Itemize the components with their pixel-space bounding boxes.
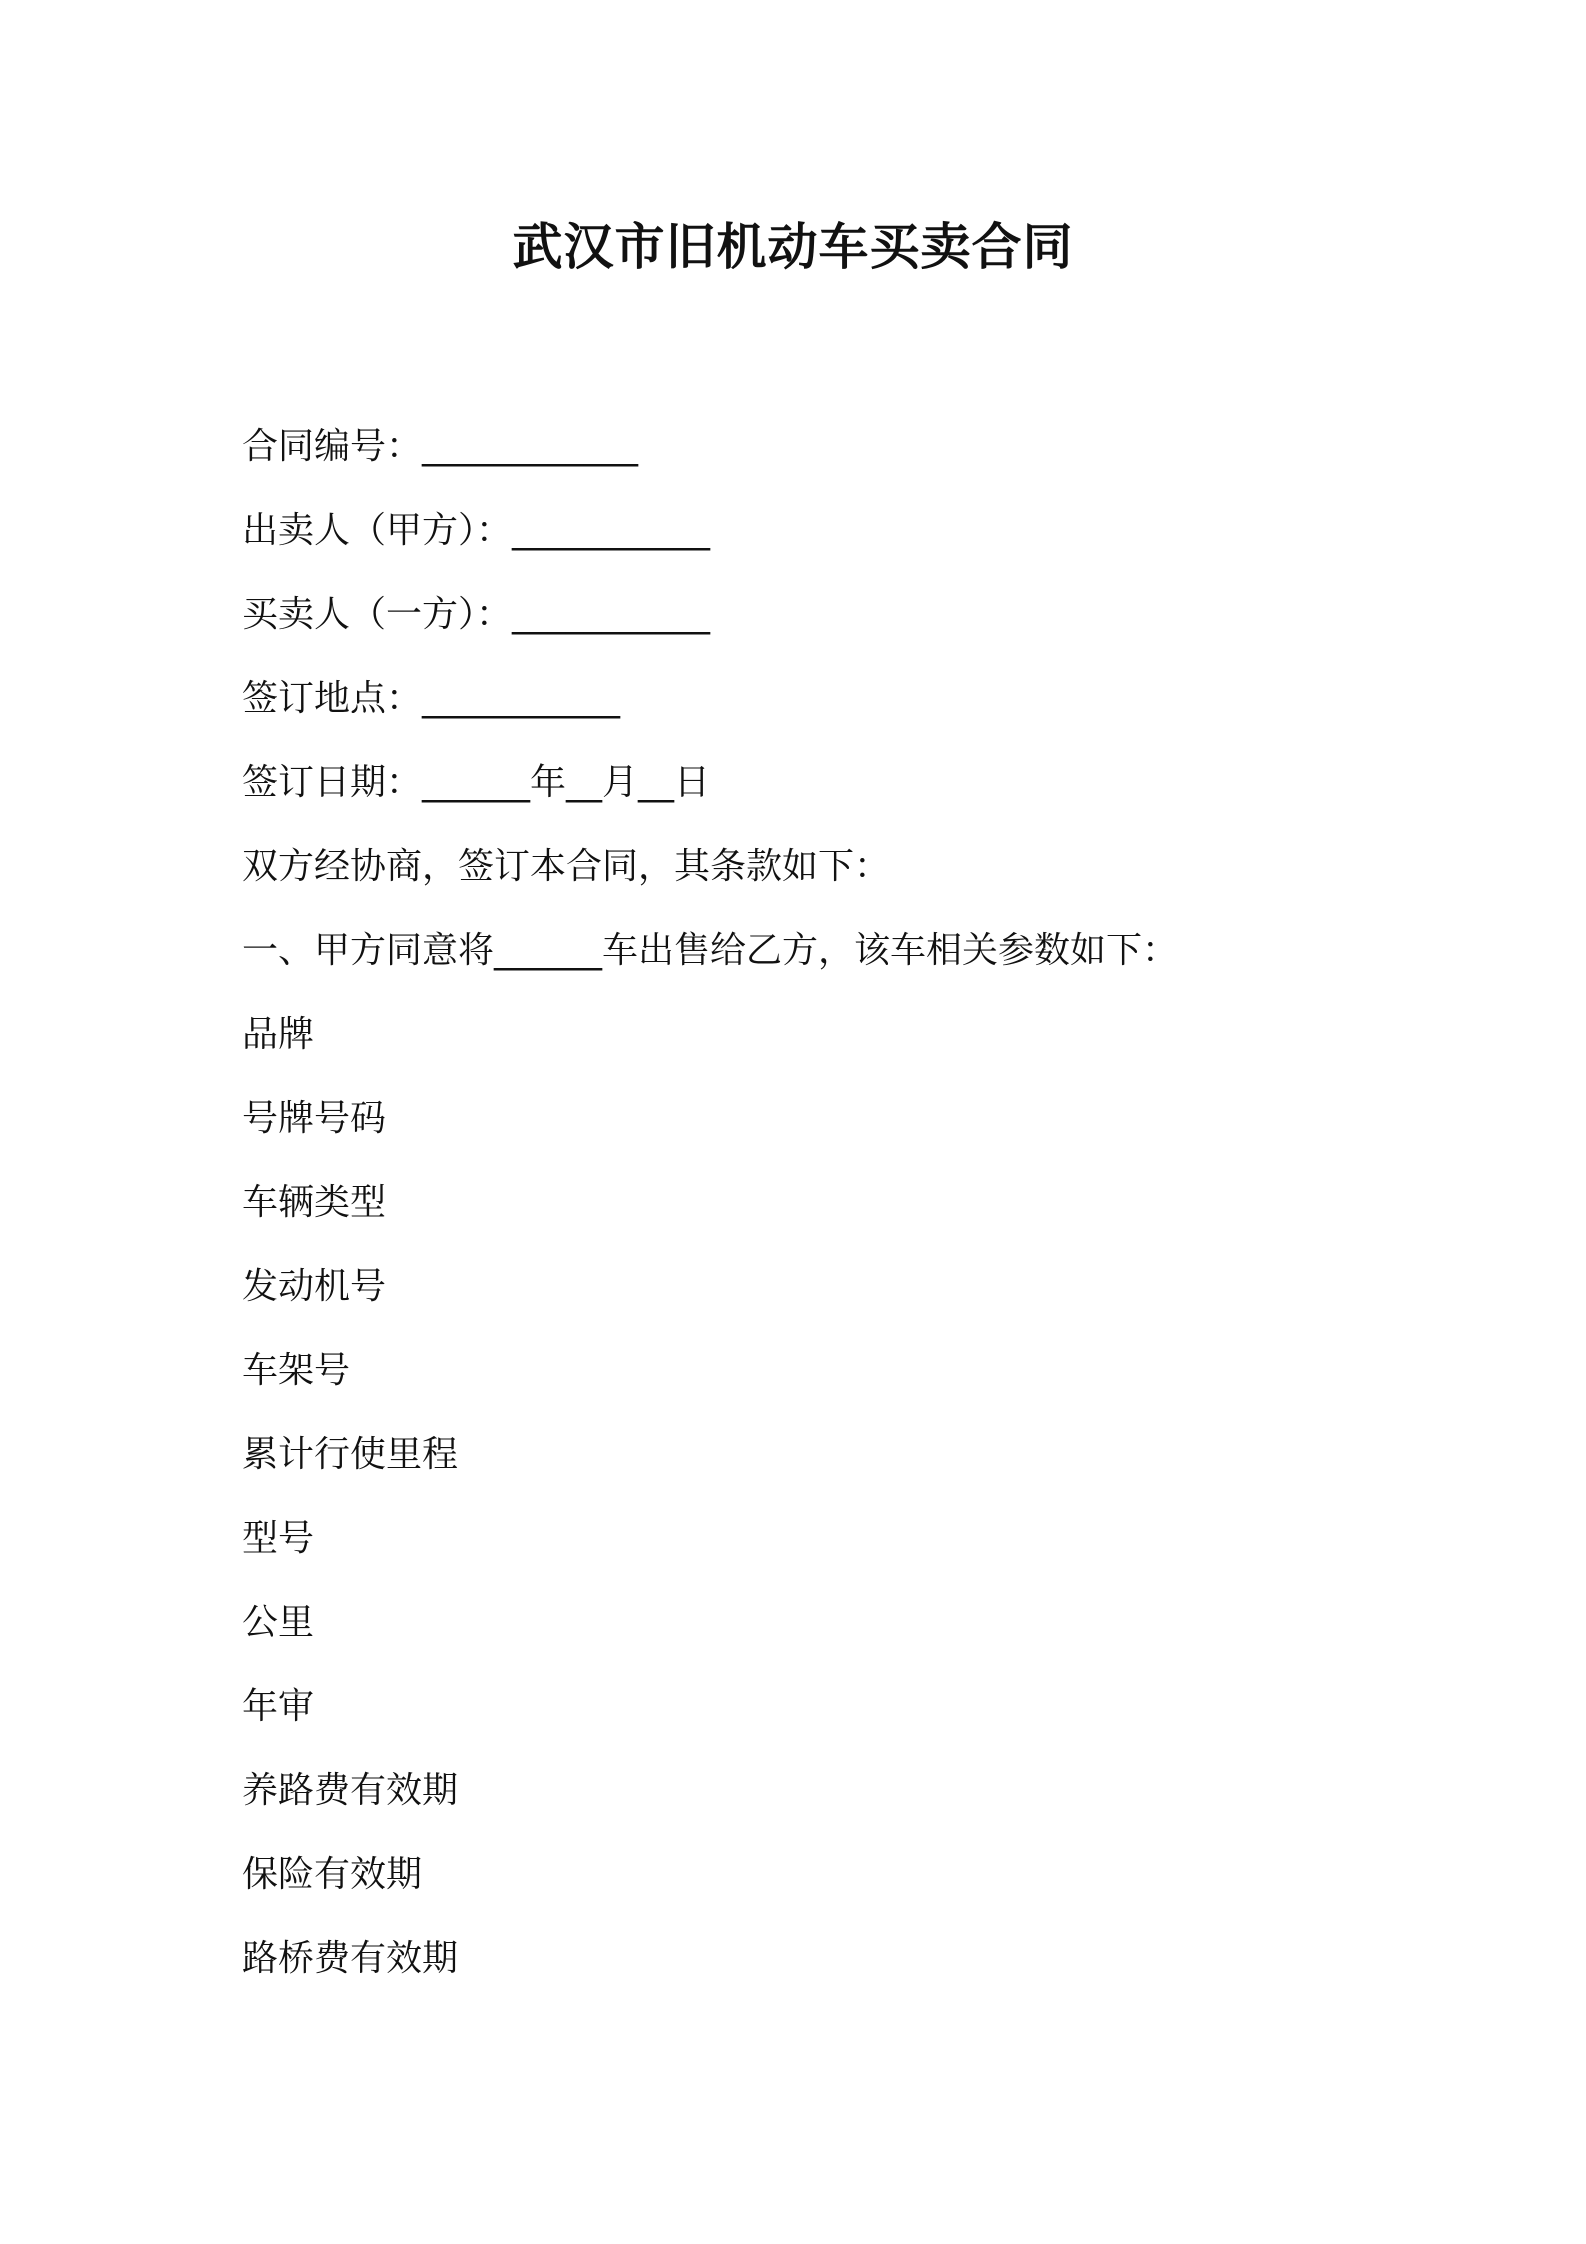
seller-line: 出卖人（甲方）：___________ xyxy=(242,510,711,551)
field-vehicle-type: 车辆类型 xyxy=(242,1182,387,1223)
field-mileage: 累计行使里程 xyxy=(242,1434,459,1475)
agreement-intro-line: 双方经协商，签订本合同，其条款如下： xyxy=(242,846,891,887)
field-toll-fee-validity: 路桥费有效期 xyxy=(242,1938,459,1979)
document-body xyxy=(242,405,1402,2001)
field-insurance-validity: 保险有效期 xyxy=(242,1854,423,1895)
buyer-line: 买卖人（一方）：___________ xyxy=(242,594,711,635)
signing-date-line: 签订日期：______年__月__日 xyxy=(242,762,711,803)
field-annual-inspection: 年审 xyxy=(242,1686,315,1727)
contract-number-line: 合同编号：____________ xyxy=(242,426,639,467)
field-plate-number: 号牌号码 xyxy=(242,1098,387,1139)
signing-place-line: 签订地点：___________ xyxy=(242,678,621,719)
field-road-fee-validity: 养路费有效期 xyxy=(242,1770,459,1811)
field-engine-number: 发动机号 xyxy=(242,1266,387,1307)
field-brand: 品牌 xyxy=(242,1014,315,1055)
field-model: 型号 xyxy=(242,1518,315,1559)
field-frame-number: 车架号 xyxy=(242,1350,351,1391)
clause-one-line: 一、甲方同意将______车出售给乙方，该车相关参数如下： xyxy=(242,930,1179,971)
field-kilometers: 公里 xyxy=(242,1602,315,1643)
document-title: 武汉市旧机动车买卖合同 xyxy=(512,218,1074,276)
